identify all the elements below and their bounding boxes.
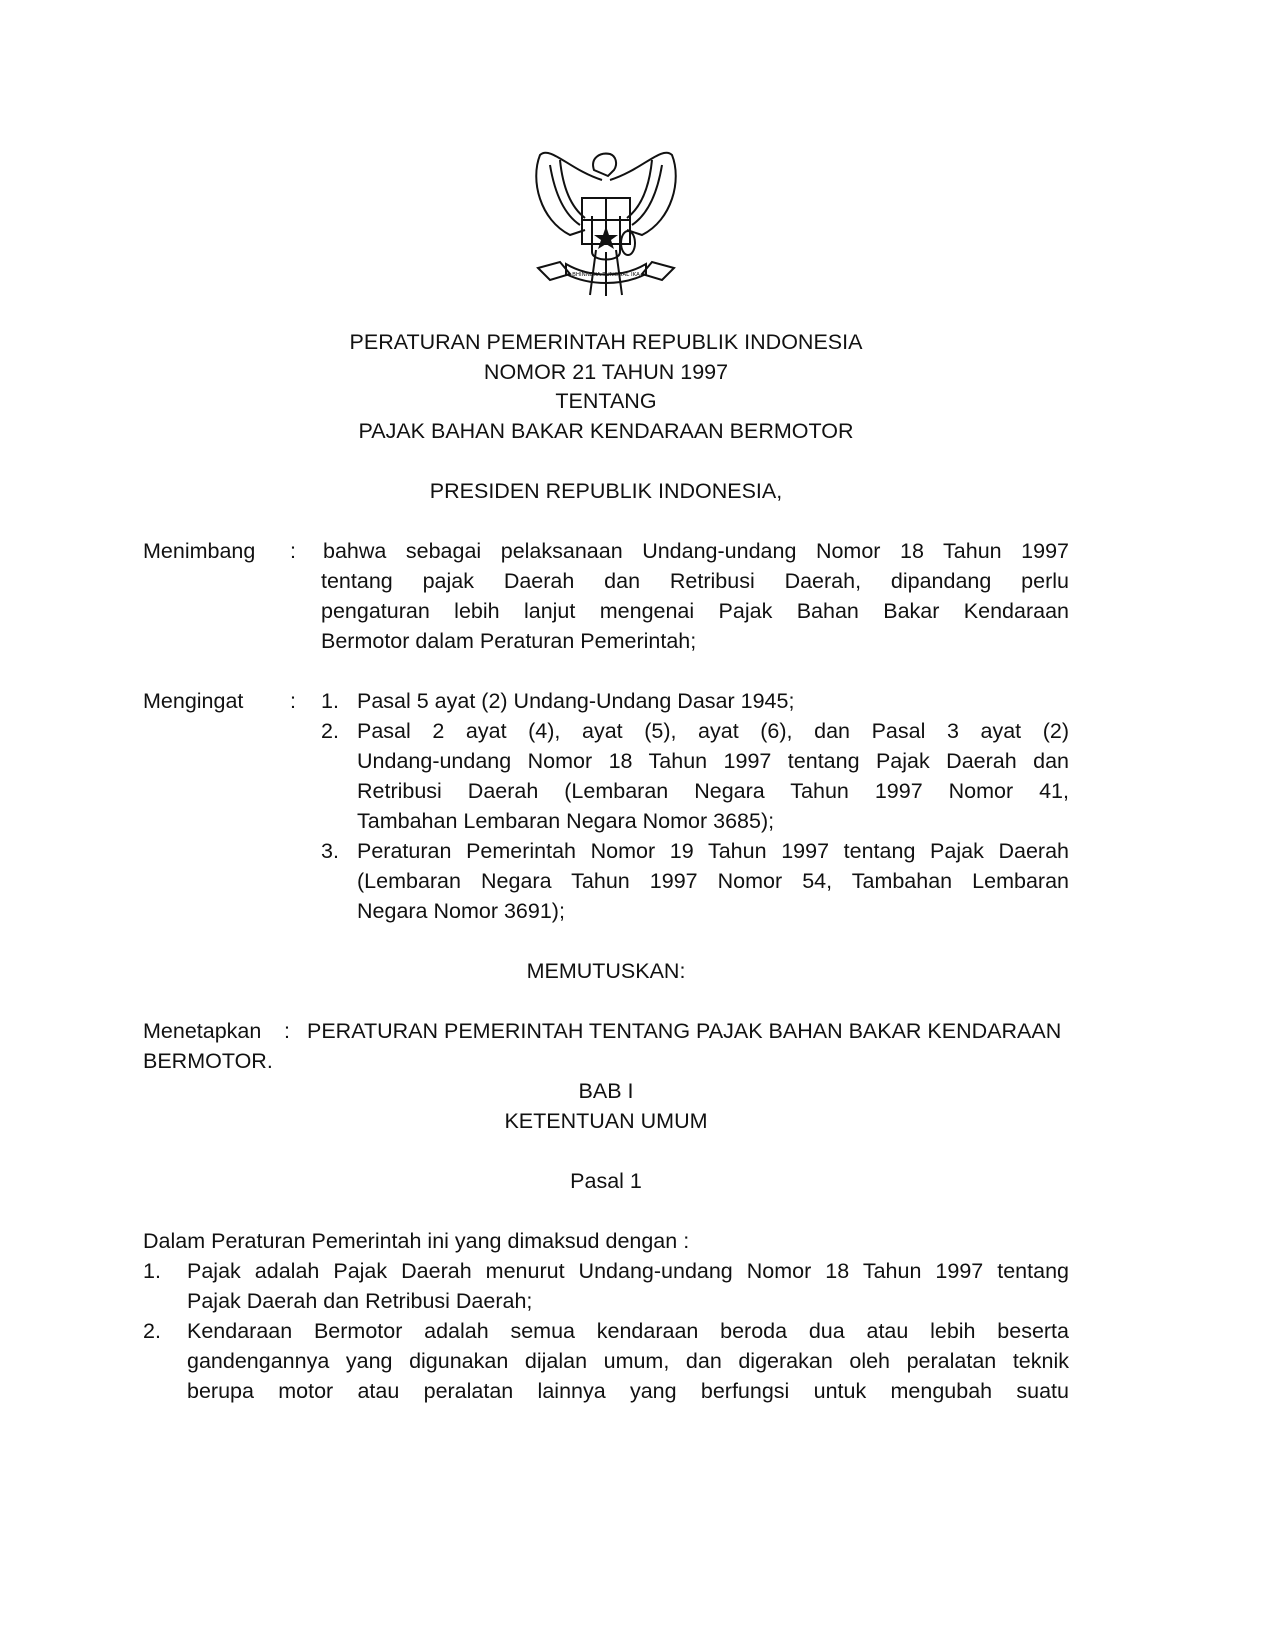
menetapkan-line: PERATURAN PEMERINTAH TENTANG PAJAK BAHAN BAKAR KENDARAAN xyxy=(307,1019,1062,1043)
bab-title: BAB I xyxy=(578,1079,634,1103)
pasal-line: Kendaraan Bermotor adalah semua kendaraan beroda dua atau lebih beserta xyxy=(187,1319,1069,1343)
pasal-line: Pajak Daerah dan Retribusi Daerah; xyxy=(187,1289,533,1313)
menetapkan-line: BERMOTOR. xyxy=(143,1049,273,1073)
menimbang-line: pengaturan lebih lanjut mengenai Pajak Bahan Bakar Kendaraan xyxy=(321,599,1069,623)
pasal-intro: Dalam Peraturan Pemerintah ini yang dimaksud dengan : xyxy=(143,1229,690,1253)
mengingat-num: 2. xyxy=(321,719,339,743)
pasal-line: berupa motor atau peralatan lainnya yang berfungsi untuk mengubah suatu xyxy=(187,1379,1069,1403)
bab-subtitle: KETENTUAN UMUM xyxy=(504,1109,708,1133)
pasal-line: gandengannya yang digunakan dijalan umum, dan digerakan oleh peralatan teknik xyxy=(187,1349,1069,1373)
pasal-num: 1. xyxy=(143,1259,161,1283)
mengingat-line: Pasal 5 ayat (2) Undang-Undang Dasar 1945; xyxy=(357,689,795,713)
mengingat-line: Undang-undang Nomor 18 Tahun 1997 tentang Pajak Daerah dan xyxy=(357,749,1069,773)
mengingat-line: Pasal 2 ayat (4), ayat (5), ayat (6), dan Pasal 3 ayat (2) xyxy=(357,719,1069,743)
title-line-2: NOMOR 21 TAHUN 1997 xyxy=(483,360,729,384)
title-line-4: PAJAK BAHAN BAKAR KENDARAAN BERMOTOR xyxy=(358,419,854,443)
mengingat-num: 1. xyxy=(321,689,339,713)
menetapkan-colon: : xyxy=(284,1019,290,1043)
menimbang-colon: : xyxy=(290,539,296,563)
menetapkan-label: Menetapkan xyxy=(143,1019,262,1043)
mengingat-line: Tambahan Lembaran Negara Nomor 3685); xyxy=(357,809,775,833)
memutuskan-heading: MEMUTUSKAN: xyxy=(526,959,686,983)
mengingat-label: Mengingat xyxy=(143,689,244,713)
mengingat-line: Retribusi Daerah (Lembaran Negara Tahun 1997 Nomor 41, xyxy=(357,779,1069,803)
president-line: PRESIDEN REPUBLIK INDONESIA, xyxy=(429,479,783,503)
pasal-title: Pasal 1 xyxy=(570,1169,642,1193)
menimbang-line: Bermotor dalam Peraturan Pemerintah; xyxy=(321,629,697,653)
svg-text:BHINNEKA TUNGGAL IKA: BHINNEKA TUNGGAL IKA xyxy=(572,272,640,278)
title-line-1: PERATURAN PEMERINTAH REPUBLIK INDONESIA xyxy=(349,330,863,354)
pasal-line: Pajak adalah Pajak Daerah menurut Undang-undang Nomor 18 Tahun 1997 tentang xyxy=(187,1259,1069,1283)
mengingat-colon: : xyxy=(290,689,296,713)
garuda-pancasila-emblem xyxy=(530,140,682,298)
title-line-3: TENTANG xyxy=(555,389,657,413)
mengingat-line: Peraturan Pemerintah Nomor 19 Tahun 1997 tentang Pajak Daerah xyxy=(357,839,1069,863)
menimbang-line: bahwa sebagai pelaksanaan Undang-undang Nomor 18 Tahun 1997 xyxy=(323,539,1069,563)
mengingat-num: 3. xyxy=(321,839,339,863)
menimbang-label: Menimbang xyxy=(143,539,256,563)
menimbang-line: tentang pajak Daerah dan Retribusi Daerah, dipandang perlu xyxy=(321,569,1069,593)
mengingat-line: (Lembaran Negara Tahun 1997 Nomor 54, Tambahan Lembaran xyxy=(357,869,1069,893)
pasal-num: 2. xyxy=(143,1319,161,1343)
mengingat-line: Negara Nomor 3691); xyxy=(357,899,565,923)
